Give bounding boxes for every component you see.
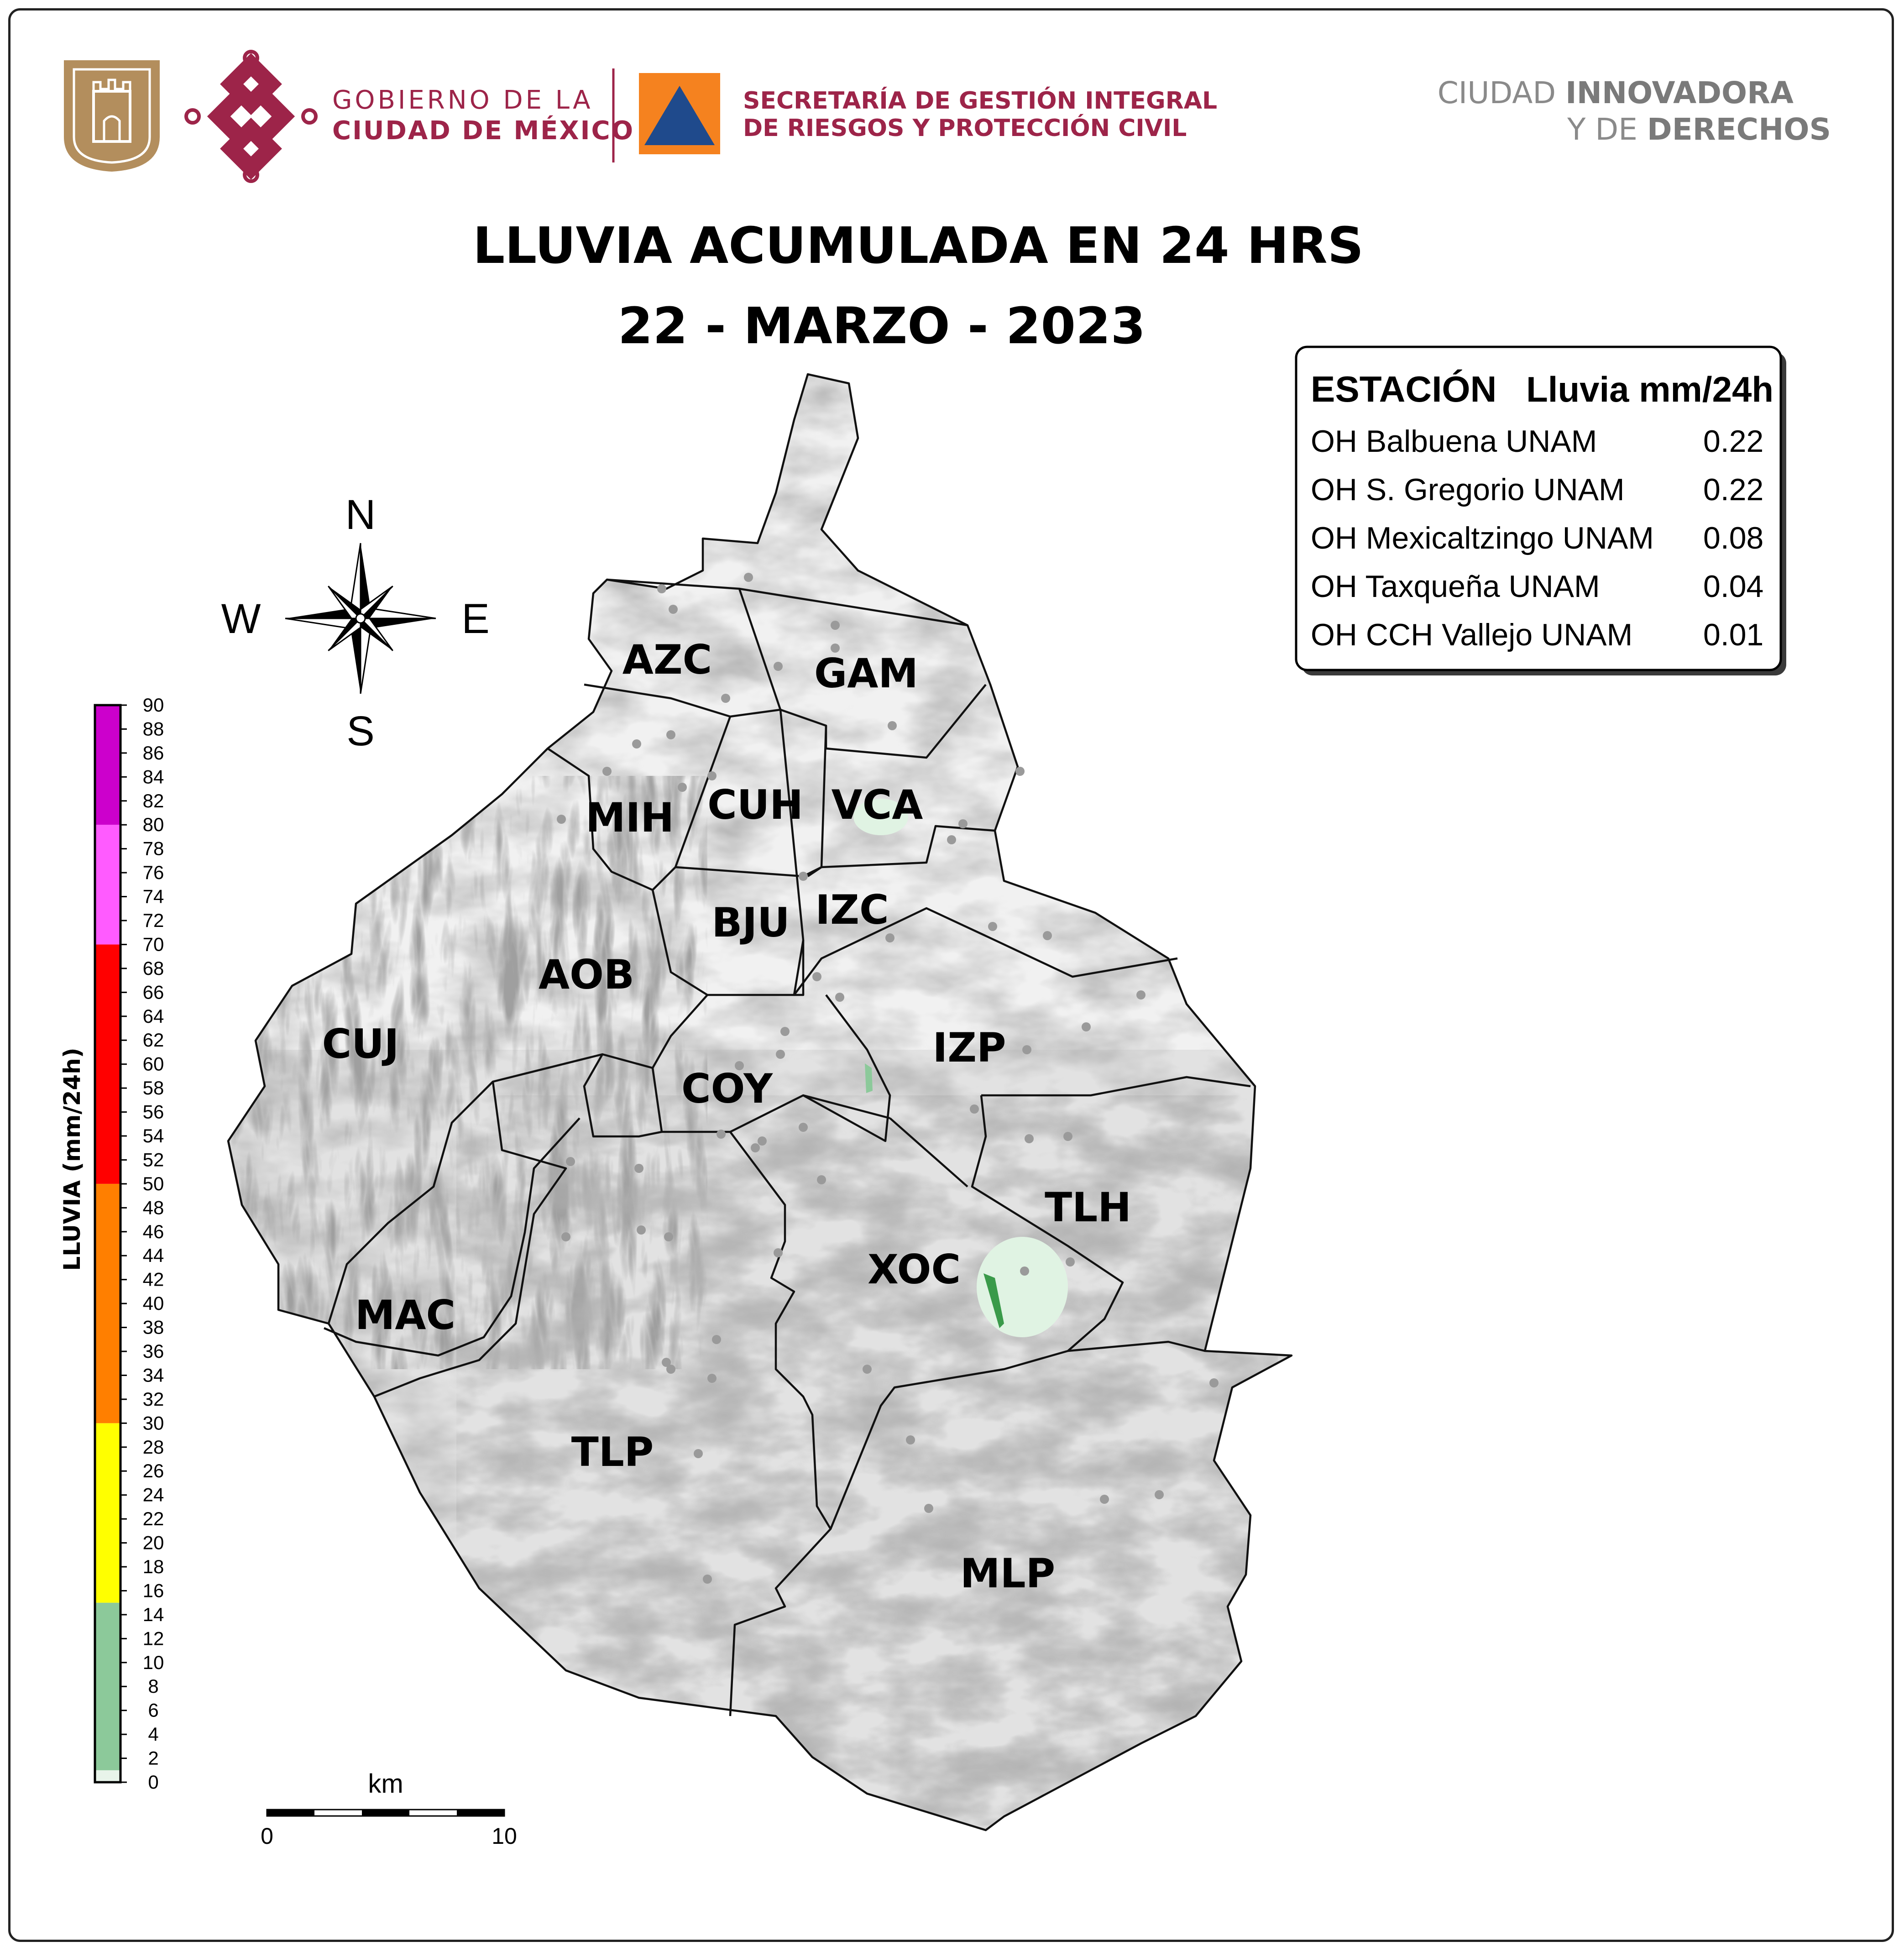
table-row-value: 0.04 xyxy=(1703,569,1764,604)
station-dot xyxy=(717,1130,726,1139)
station-dot xyxy=(799,872,808,881)
colorbar-tick-label: 46 xyxy=(142,1220,164,1242)
colorbar-tick-label: 28 xyxy=(142,1436,164,1458)
station-dot xyxy=(751,1143,760,1152)
colorbar-tick-label: 8 xyxy=(148,1675,159,1697)
colorbar-tick-label: 38 xyxy=(142,1316,164,1338)
table-row-value: 0.22 xyxy=(1703,472,1764,507)
scale-bar xyxy=(261,1769,517,1849)
secretaria-line2: DE RIESGOS Y PROTECCIÓN CIVIL xyxy=(743,115,1187,142)
colorbar-tick-label: 36 xyxy=(142,1340,164,1362)
station-dot xyxy=(970,1104,979,1114)
slogan-light1: CIUDAD xyxy=(1437,75,1566,110)
station-dot xyxy=(906,1435,915,1444)
station-dot xyxy=(707,771,717,780)
colorbar-tick-label: 56 xyxy=(142,1101,164,1123)
station-dot xyxy=(799,1123,808,1132)
colorbar-tick-label: 0 xyxy=(148,1771,159,1793)
station-dot xyxy=(632,739,641,748)
station-dot xyxy=(758,1136,767,1146)
label-xoc: XOC xyxy=(867,1246,961,1293)
colorbar-band xyxy=(95,1184,120,1423)
station-dot xyxy=(634,1164,643,1173)
table-row-station: OH CCH Vallejo UNAM xyxy=(1311,618,1633,652)
colorbar-band xyxy=(95,825,120,944)
colorbar-tick-label: 24 xyxy=(142,1484,164,1506)
station-dot xyxy=(888,721,897,730)
station-dot xyxy=(1015,767,1025,776)
station-dot xyxy=(988,922,997,931)
colorbar-tick-label: 72 xyxy=(142,910,164,931)
station-dot xyxy=(637,1225,646,1235)
station-dot xyxy=(812,972,821,981)
colorbar-tick-label: 60 xyxy=(142,1053,164,1075)
compass-n: N xyxy=(345,492,376,538)
station-dot xyxy=(1136,990,1146,1000)
slogan-bold2: DERECHOS xyxy=(1647,112,1831,147)
table-row-station: OH Mexicaltzingo UNAM xyxy=(1311,521,1654,555)
table-col-rain: Lluvia mm/24h xyxy=(1526,369,1773,409)
colorbar-tick-label: 30 xyxy=(142,1412,164,1434)
table-row-value: 0.08 xyxy=(1703,521,1764,555)
colorbar-tick-label: 14 xyxy=(142,1603,164,1625)
colorbar-band xyxy=(95,1603,120,1770)
colorbar-tick-label: 68 xyxy=(142,957,164,979)
label-mih: MIH xyxy=(586,794,674,841)
label-izp: IZP xyxy=(932,1024,1006,1071)
station-dot xyxy=(780,1027,790,1036)
secretaria-line1: SECRETARÍA DE GESTIÓN INTEGRAL xyxy=(743,87,1218,115)
label-cuj: CUJ xyxy=(322,1020,399,1068)
station-dot xyxy=(947,835,956,844)
colorbar-tick-label: 48 xyxy=(142,1197,164,1219)
colorbar-tick-label: 70 xyxy=(142,933,164,955)
compass-w: W xyxy=(221,596,261,642)
colorbar-tick-label: 74 xyxy=(142,885,164,907)
colorbar-tick-label: 50 xyxy=(142,1172,164,1194)
colorbar-tick-label: 4 xyxy=(148,1723,159,1745)
colorbar-tick-label: 12 xyxy=(142,1628,164,1649)
station-dot xyxy=(774,662,783,671)
label-coy: COY xyxy=(681,1065,773,1112)
colorbar-tick-label: 76 xyxy=(142,862,164,884)
colorbar-tick-label: 2 xyxy=(148,1747,159,1769)
station-dot xyxy=(707,1374,717,1383)
label-cuh: CUH xyxy=(707,781,803,828)
colorbar-tick-label: 22 xyxy=(142,1508,164,1530)
label-mlp: MLP xyxy=(960,1550,1056,1597)
colorbar-tick-label: 62 xyxy=(142,1029,164,1051)
station-dot xyxy=(744,573,753,582)
svg-text:Y DE DERECHOS xyxy=(1567,112,1831,147)
compass-s: S xyxy=(346,708,375,754)
station-dot xyxy=(566,1157,575,1166)
title-line2: 22 - MARZO - 2023 xyxy=(617,297,1146,355)
map-title xyxy=(473,216,1364,355)
header-logos xyxy=(64,52,1831,181)
slogan xyxy=(1438,75,1831,147)
label-bju: BJU xyxy=(711,899,790,946)
table-row-value: 0.01 xyxy=(1703,618,1764,652)
station-dot xyxy=(678,783,687,792)
colorbar-tick-label: 44 xyxy=(142,1245,164,1266)
cdmx-logo-icon xyxy=(186,52,316,181)
colorbar-tick-label: 54 xyxy=(142,1125,164,1146)
stations-table xyxy=(1296,347,1786,675)
label-tlh: TLH xyxy=(1045,1184,1131,1231)
colorbar-tick-label: 40 xyxy=(142,1293,164,1314)
station-dot xyxy=(1022,1045,1031,1054)
station-dot xyxy=(776,1050,785,1059)
label-azc: AZC xyxy=(622,636,712,683)
colorbar-tick-label: 66 xyxy=(142,981,164,1003)
station-dot xyxy=(557,815,566,824)
station-dot xyxy=(602,767,612,776)
label-aob: AOB xyxy=(539,951,634,998)
colorbar-tick-label: 58 xyxy=(142,1077,164,1099)
label-tlp: TLP xyxy=(571,1429,654,1476)
colorbar-band xyxy=(95,1770,120,1782)
colorbar-tick-label: 90 xyxy=(142,694,164,716)
colorbar-tick-label: 16 xyxy=(142,1580,164,1601)
colorbar-tick-label: 80 xyxy=(142,814,164,836)
scale-unit: km xyxy=(368,1769,403,1799)
colorbar-tick-label: 78 xyxy=(142,837,164,859)
colorbar-band xyxy=(95,705,120,825)
station-dot xyxy=(958,819,968,828)
gov-line1: GOBIERNO DE LA xyxy=(332,85,593,115)
station-dot xyxy=(1063,1132,1072,1141)
station-dot xyxy=(1043,931,1052,940)
slogan-light2: Y DE xyxy=(1567,112,1647,147)
station-dot xyxy=(924,1504,933,1513)
colorbar-tick-label: 10 xyxy=(142,1651,164,1673)
station-dot xyxy=(1020,1266,1029,1276)
station-dot xyxy=(657,584,666,593)
label-gam: GAM xyxy=(814,650,918,697)
gov-line2: CIUDAD DE MÉXICO xyxy=(332,116,635,146)
station-dot xyxy=(817,1175,826,1184)
title-line1: LLUVIA ACUMULADA EN 24 HRS xyxy=(473,216,1364,275)
station-dot xyxy=(669,605,678,614)
station-dot xyxy=(721,694,730,703)
station-dot xyxy=(863,1365,872,1374)
svg-text:CIUDAD INNOVADORA xyxy=(1438,75,1794,110)
table-row-station: OH S. Gregorio UNAM xyxy=(1311,472,1625,507)
station-dot xyxy=(666,730,675,739)
colorbar-tick-label: 64 xyxy=(142,1005,164,1027)
colorbar-tick-label: 34 xyxy=(142,1364,164,1386)
station-dot xyxy=(1209,1378,1219,1387)
station-dot xyxy=(666,1365,675,1374)
table-row-value: 0.22 xyxy=(1703,424,1764,459)
colorbar-tick-label: 86 xyxy=(142,742,164,764)
colorbar-tick-label: 52 xyxy=(142,1149,164,1171)
table-col-station: ESTACIÓN xyxy=(1311,369,1497,409)
proteccion-civil-icon xyxy=(639,73,720,154)
colorbar xyxy=(59,694,164,1793)
label-vca: VCA xyxy=(831,781,923,828)
station-dot xyxy=(774,1248,783,1257)
colorbar-tick-label: 26 xyxy=(142,1460,164,1482)
colorbar-tick-label: 18 xyxy=(142,1556,164,1577)
station-dot xyxy=(664,1232,673,1241)
station-dot xyxy=(1082,1022,1091,1031)
station-dot xyxy=(885,933,894,942)
scale-start: 0 xyxy=(261,1823,273,1849)
colorbar-tick-label: 20 xyxy=(142,1532,164,1554)
compass-e: E xyxy=(461,596,490,642)
table-row-station: OH Taxqueña UNAM xyxy=(1311,569,1600,604)
table-row-station: OH Balbuena UNAM xyxy=(1311,424,1597,459)
station-dot xyxy=(835,993,844,1002)
station-dot xyxy=(561,1232,570,1241)
colorbar-tick-label: 6 xyxy=(148,1699,159,1721)
scale-end: 10 xyxy=(492,1823,517,1849)
station-dot xyxy=(1100,1495,1109,1504)
station-dot xyxy=(1066,1257,1075,1266)
label-izc: IZC xyxy=(815,886,889,933)
station-dot xyxy=(712,1335,721,1344)
slogan-bold1: INNOVADORA xyxy=(1565,75,1794,110)
colorbar-tick-label: 82 xyxy=(142,790,164,811)
station-dot xyxy=(1025,1134,1034,1143)
colorbar-tick-label: 84 xyxy=(142,766,164,788)
colorbar-tick-label: 88 xyxy=(142,718,164,740)
compass-rose xyxy=(221,492,490,754)
colorbar-band xyxy=(95,944,120,1183)
station-dot xyxy=(703,1575,712,1584)
north-arrow-icon xyxy=(285,543,436,694)
station-dot xyxy=(694,1449,703,1458)
colorbar-tick-label: 32 xyxy=(142,1388,164,1410)
station-dot xyxy=(831,621,840,630)
station-dot xyxy=(1155,1490,1164,1499)
colorbar-band xyxy=(95,1423,120,1602)
colorbar-label: LLUVIA (mm/24h) xyxy=(59,1047,85,1271)
cdmx-shield-icon xyxy=(64,60,160,172)
colorbar-tick-label: 42 xyxy=(142,1268,164,1290)
label-mac: MAC xyxy=(355,1292,456,1339)
